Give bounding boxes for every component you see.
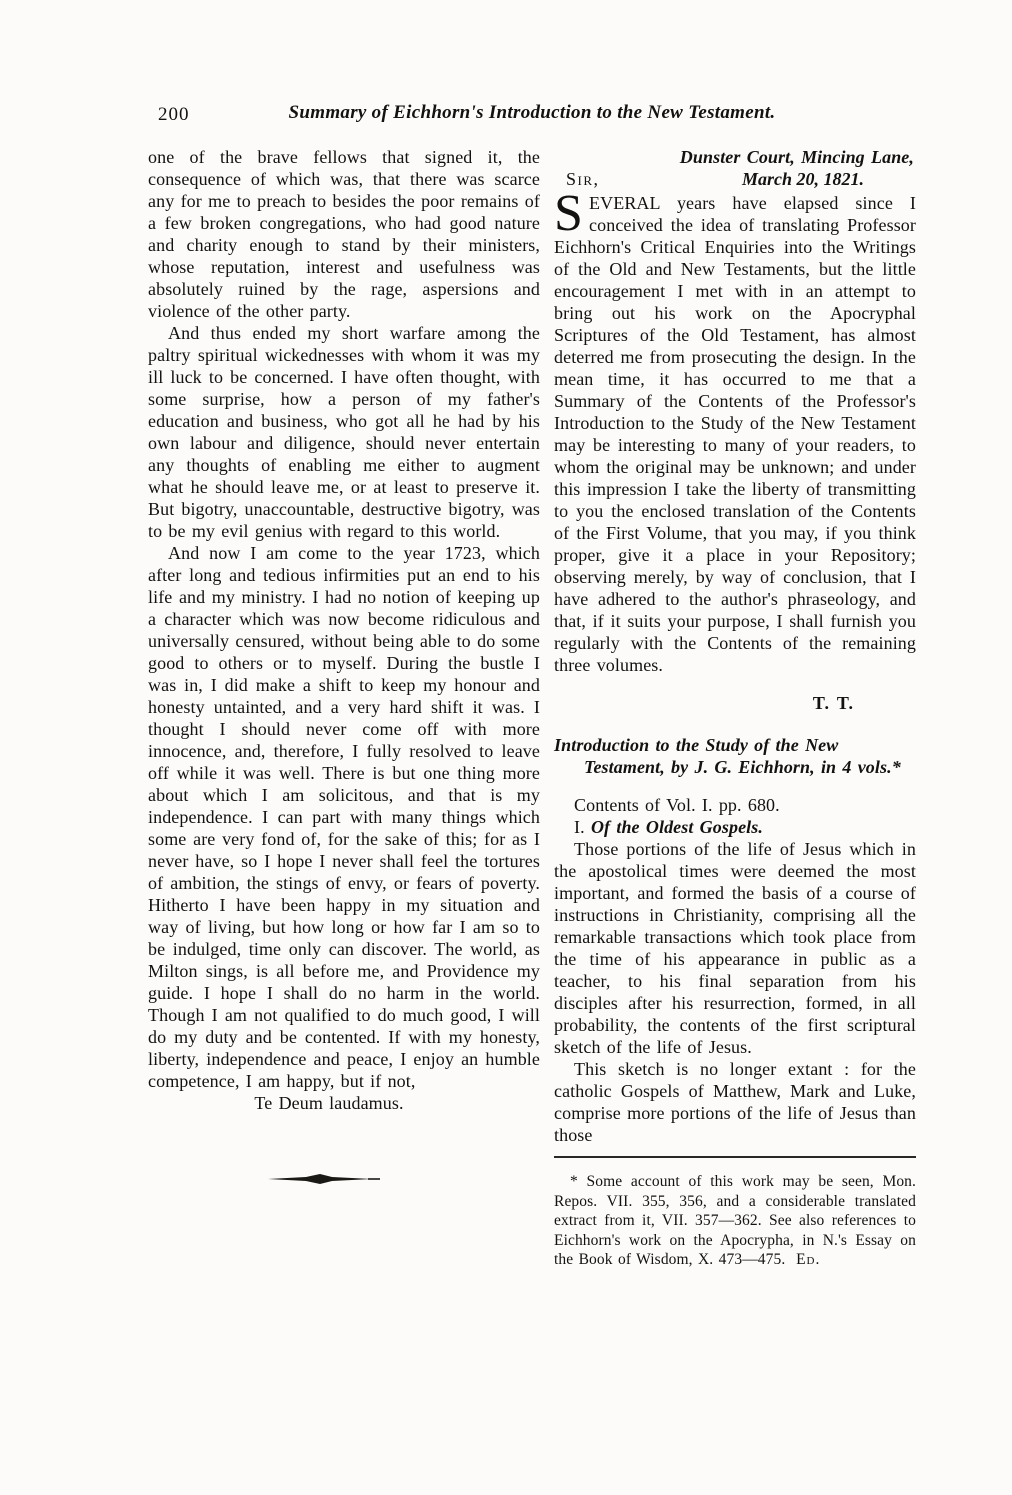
section-number: I.	[574, 817, 585, 837]
running-title: Summary of Eichhorn's Introduction to the New Testament.	[288, 102, 776, 123]
section-divider	[148, 1170, 540, 1188]
paragraph: one of the brave fellows that signed it, the consequence of which was, that there was scarce any for me to preach to besides the poor remains of a few broken congregations, who had good nature and charity enough to stand by their ministers, whose reputation, interest and usefulness was absolutely ruined by the rage, aspersions and violence of the other party.	[148, 147, 540, 321]
letter-text: EVERAL years have elapsed since I conceived the idea of translating Professor Eichhorn's Critical Enquiries into the Writings of the Old and New Testaments, but the little encouragement I met with in an attempt to bring out his work on the Apocryphal Scriptures of the Old Testament, has almost deterred me from prosecuting the design. In the mean time, it has occurred to me that a Summary of the Contents of the Professor's Introduction to the Study of the New Testament may be interesting to many of your readers, to whom the original may be unknown; and under this impression I take the liberty of transmitting to you the enclosed translation of the Contents of the First Volume, that you may, if you think proper, give it a place in your Repository; observing merely, by way of conclusion, that I have adhered to the author's phraseology, and that, if it suits your purpose, I shall furnish you regularly with the Contents of the remaining three volumes.	[554, 193, 916, 675]
footnote-text: * Some account of this work may be seen, Mon. Repos. VII. 355, 356, and a considerable translated extract from it, VII. 357—362. See also references to Eichhorn's work on the Apocrypha, in N.'s Essay on the Book of Wisdom, X. 473—475.	[554, 1173, 916, 1268]
dateline-date: March 20, 1821.	[741, 169, 864, 189]
paragraph: And thus ended my short warfare among the paltry spiritual wickednesses with whom it was my ill luck to be concerned. I have often thought, with some surprise, how a person of my father's education and business, who got all he had by his own labour and diligence, should never entertain any thoughts of enabling me either to augment what he should leave me, or at least to preserve it. But bigotry, unaccountable, destructive bigotry, was to be my evil genius with regard to this world.	[148, 323, 540, 541]
paragraph: And now I am come to the year 1723, which after long and tedious infirmities put an end to his life and my ministry. I had no notion of keeping up a character which was now become ridiculous and universally censured, without being able to do some good to others or to myself. During the bustle I was in, I did make a shift to keep my honour and honesty untainted, and a very hard shift it was. I thought I should never come off with more innocence, and, therefore, I fully resolved to leave off while it was well. There is but one thing more about which I am solicitous, and that is my independence. I can part with many things which some are very fond of, for the sake of this; for as I never have, so I hope I never shall feel the tortures of ambition, the stings of envy, or fears of poverty. Hitherto I have been happy in my situation and way of living, but how long or how far I am so to be indulged, time only can discover. The world, as Milton sings, is all before me, and Providence my guide. I hope I shall do no harm in the world. Though I am not qualified to do much good, I will do my duty and be contented. If with my honesty, liberty, independence and peace, I enjoy an humble competence, I am happy, but if not,	[148, 543, 540, 1091]
section-heading	[554, 816, 916, 838]
article-heading: Introduction to the Study of the New Testament, by J. G. Eichhorn, in 4 vols.*	[554, 735, 901, 777]
section-title: Of the Oldest Gospels.	[590, 817, 763, 837]
paragraph: Those portions of the life of Jesus which in the apostolical times were deemed the most important, and formed the basis of a course of instructions in Christianity, comprising all the remarkable transactions which took place from the time of his appearance in public as a teacher, to his final separation from his disciples after his resurrection, formed, in all probability, the contents of the first scriptural sketch of the life of Jesus.	[554, 839, 916, 1057]
latin-closing-line: Te Deum laudamus.	[254, 1093, 404, 1113]
two-column-layout	[148, 146, 916, 1270]
page-header	[148, 102, 916, 132]
contents-line: Contents of Vol. I. pp. 680.	[574, 795, 780, 815]
letter-dropcap: S	[554, 185, 584, 242]
paragraph: This sketch is no longer extant : for the catholic Gospels of Matthew, Mark and Luke, comprise more portions of the life of Jesus than those	[554, 1059, 916, 1145]
left-column	[148, 146, 540, 1270]
letter-body	[554, 185, 916, 676]
footnote	[554, 1172, 916, 1270]
right-column	[554, 146, 916, 1270]
salutation: Sir,	[566, 169, 600, 189]
dateline-place: Dunster Court, Mincing Lane,	[679, 147, 914, 167]
footnote-signature: Ed.	[796, 1251, 821, 1268]
footnote-rule	[554, 1156, 916, 1158]
letter-signature: T. T.	[812, 693, 854, 713]
diamond-rule-icon	[268, 1173, 380, 1185]
page-number: 200	[158, 104, 190, 125]
salutation-row	[554, 168, 916, 190]
